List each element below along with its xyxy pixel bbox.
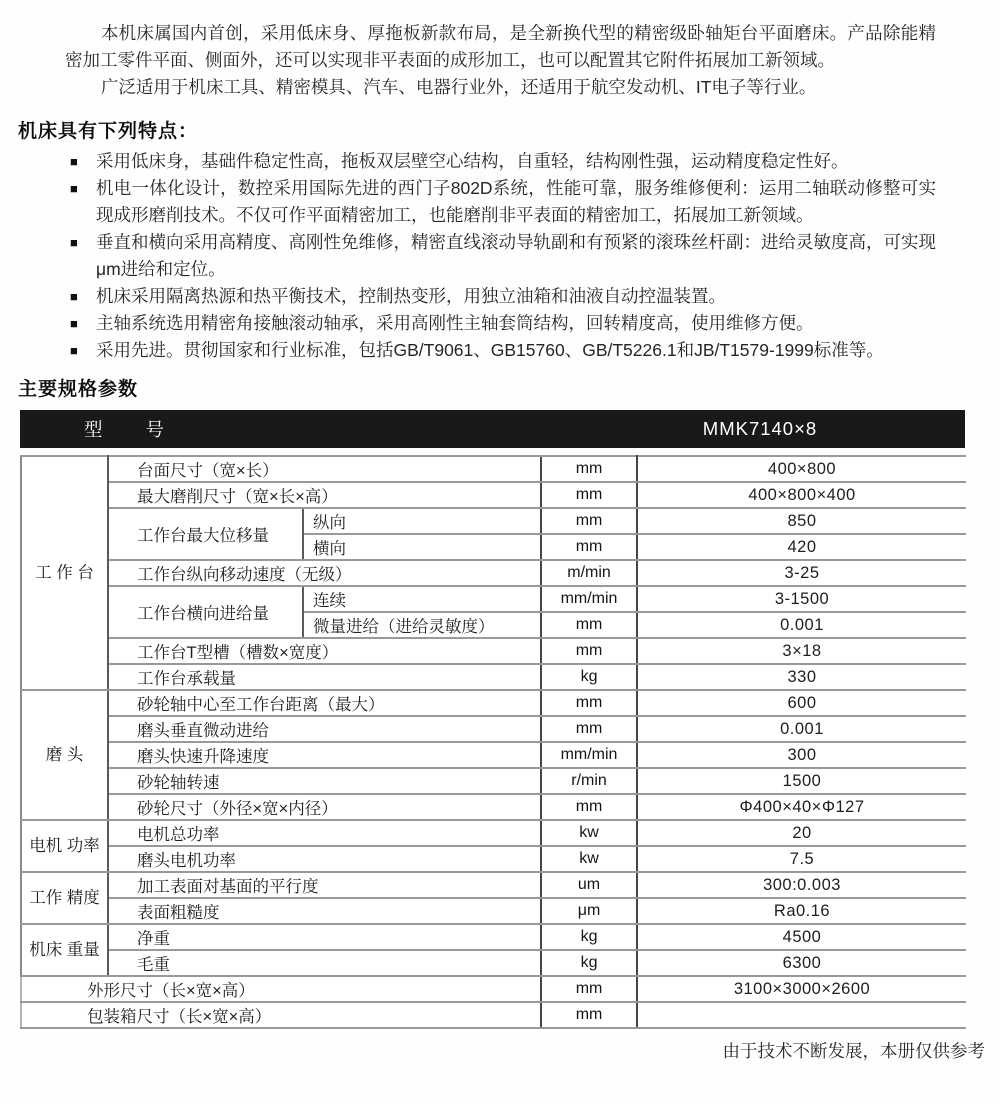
value-cell: 300 [637, 742, 966, 768]
param-cell: 砂轮轴转速 [108, 768, 541, 794]
value-cell: 300:0.003 [637, 872, 966, 898]
group-label-grinding-head: 磨 头 [21, 690, 108, 820]
feature-item [70, 175, 936, 229]
feature-text: 机床采用隔离热源和热平衡技术，控制热变形，用独立油箱和油液自动控温装置。 [96, 286, 726, 306]
feature-item [70, 337, 936, 364]
unit-cell: m/min [541, 560, 637, 586]
table-row [21, 560, 966, 586]
feature-text: 主轴系统选用精密角接触滚动轴承，采用高刚性主轴套筒结构，回转精度高，使用维修方便。 [96, 313, 814, 333]
features-heading: 机床具有下列特点： [18, 121, 199, 142]
value-cell: 600 [637, 690, 966, 716]
param-cell: 磨头快速升降速度 [108, 742, 541, 768]
param-cell: 工作台承载量 [108, 664, 541, 690]
unit-cell: mm [541, 638, 637, 664]
bullet-square-icon: ■ [70, 343, 78, 358]
table-row [21, 638, 966, 664]
value-cell: 400×800 [637, 456, 966, 482]
param-cell: 加工表面对基面的平行度 [108, 872, 541, 898]
table-row [21, 820, 966, 846]
feature-item [70, 283, 936, 310]
bullet-square-icon: ■ [70, 316, 78, 331]
unit-cell: mm [541, 482, 637, 508]
specs-table-wrap [20, 455, 1000, 1029]
table-row [21, 690, 966, 716]
table-row [21, 482, 966, 508]
intro-section [0, 0, 1000, 101]
unit-cell: mm [541, 508, 637, 534]
unit-cell: kg [541, 664, 637, 690]
value-cell: 0.001 [637, 612, 966, 638]
unit-cell: kw [541, 846, 637, 872]
table-row [21, 872, 966, 898]
group-label-work-accuracy: 工作 精度 [21, 872, 108, 924]
unit-cell: mm [541, 456, 637, 482]
subparam-cell: 微量进给（进给灵敏度） [303, 612, 541, 638]
feature-text: 采用先进。贯彻国家和行业标准，包括GB/T9061、GB15760、GB/T5226.1和JB/T1579-1999标准等。 [96, 340, 884, 360]
param-cell: 外形尺寸（长×宽×高） [21, 976, 541, 1002]
bullet-square-icon: ■ [70, 154, 78, 169]
unit-cell: mm [541, 794, 637, 820]
subparam-cell: 连续 [303, 586, 541, 612]
unit-cell: kg [541, 924, 637, 950]
unit-cell: mm [541, 1002, 637, 1028]
table-row [21, 924, 966, 950]
param-cell: 砂轮轴中心至工作台距离（最大） [108, 690, 541, 716]
value-cell: 4500 [637, 924, 966, 950]
unit-cell: mm [541, 716, 637, 742]
model-header-bar [20, 410, 965, 448]
bullet-square-icon: ■ [70, 235, 78, 250]
value-cell: 3100×3000×2600 [637, 976, 966, 1002]
features-list [70, 148, 936, 364]
group-label-motor-power: 电机 功率 [21, 820, 108, 872]
feature-item [70, 310, 936, 337]
value-cell: 330 [637, 664, 966, 690]
intro-paragraph-2: 广泛适用于机床工具、精密模具、汽车、电器行业外，还适用于航空发动机、IT电子等行业。 [100, 77, 817, 97]
table-row [21, 456, 966, 482]
feature-text: 机电一体化设计，数控采用国际先进的西门子802D系统，性能可靠，服务维修便利：运用二轴联动修整可实现成形磨削技术。不仅可作平面精密加工，也能磨削非平表面的精密加工，拓展加工新领域。 [96, 178, 936, 225]
feature-item [70, 148, 936, 175]
unit-cell: mm [541, 690, 637, 716]
model-value: MMK7140×8 [702, 418, 818, 439]
footer-note: 由于技术不断发展，本册仅供参考 [722, 1041, 985, 1061]
unit-cell: μm [541, 898, 637, 924]
unit-cell: mm [541, 534, 637, 560]
table-row [21, 950, 966, 976]
param-cell: 工作台横向进给量 [108, 586, 303, 638]
specs-heading: 主要规格参数 [18, 379, 139, 400]
param-cell: 磨头垂直微动进给 [108, 716, 541, 742]
table-row [21, 1002, 966, 1028]
value-cell: 1500 [637, 768, 966, 794]
group-label-worktable: 工 作 台 [21, 456, 108, 690]
subparam-cell: 纵向 [303, 508, 541, 534]
intro-paragraph-1: 本机床属国内首创，采用低床身、厚拖板新款布局，是全新换代型的精密级卧轴矩台平面磨床。产品除能精密加工零件平面、侧面外，还可以实现非平表面的成形加工，也可以配置其它附件拓展加工新领域。 [65, 23, 936, 70]
table-row [21, 508, 966, 534]
table-row [21, 768, 966, 794]
table-row [21, 742, 966, 768]
param-cell: 最大磨削尺寸（宽×长×高） [108, 482, 541, 508]
param-cell: 工作台纵向移动速度（无级） [108, 560, 541, 586]
table-row [21, 976, 966, 1002]
subparam-cell: 横向 [303, 534, 541, 560]
unit-cell: kw [541, 820, 637, 846]
param-cell: 工作台最大位移量 [108, 508, 303, 560]
param-cell: 净重 [108, 924, 541, 950]
value-cell: 400×800×400 [637, 482, 966, 508]
value-cell: 3×18 [637, 638, 966, 664]
value-cell: 3-1500 [637, 586, 966, 612]
param-cell: 表面粗糙度 [108, 898, 541, 924]
table-row [21, 794, 966, 820]
unit-cell: mm [541, 612, 637, 638]
param-cell: 包装箱尺寸（长×宽×高） [21, 1002, 541, 1028]
param-cell: 毛重 [108, 950, 541, 976]
param-cell: 工作台T型槽（槽数×宽度） [108, 638, 541, 664]
table-row [21, 898, 966, 924]
value-cell [637, 1002, 966, 1028]
feature-text: 垂直和横向采用高精度、高刚性免维修，精密直线滚动导轨副和有预紧的滚珠丝杆副：进给灵敏度高，可实现μm进给和定位。 [96, 232, 936, 279]
value-cell: 6300 [637, 950, 966, 976]
value-cell: 420 [637, 534, 966, 560]
value-cell: 850 [637, 508, 966, 534]
value-cell: 20 [637, 820, 966, 846]
unit-cell: um [541, 872, 637, 898]
unit-cell: kg [541, 950, 637, 976]
value-cell: Φ400×40×Φ127 [637, 794, 966, 820]
unit-cell: mm/min [541, 586, 637, 612]
table-row [21, 586, 966, 612]
bullet-square-icon: ■ [70, 181, 78, 196]
feature-item [70, 229, 936, 283]
value-cell: 3-25 [637, 560, 966, 586]
value-cell: 7.5 [637, 846, 966, 872]
group-label-machine-weight: 机床 重量 [21, 924, 108, 976]
param-cell: 磨头电机功率 [108, 846, 541, 872]
value-cell: 0.001 [637, 716, 966, 742]
bullet-square-icon: ■ [70, 289, 78, 304]
model-label: 型 号 [84, 419, 167, 440]
unit-cell: r/min [541, 768, 637, 794]
param-cell: 台面尺寸（宽×长） [108, 456, 541, 482]
param-cell: 电机总功率 [108, 820, 541, 846]
table-row [21, 846, 966, 872]
value-cell: Ra0.16 [637, 898, 966, 924]
unit-cell: mm/min [541, 742, 637, 768]
unit-cell: mm [541, 976, 637, 1002]
table-row [21, 664, 966, 690]
specs-table [20, 455, 966, 1029]
feature-text: 采用低床身，基础件稳定性高，拖板双层壁空心结构，自重轻，结构刚性强，运动精度稳定性好。 [96, 151, 849, 171]
table-row [21, 716, 966, 742]
param-cell: 砂轮尺寸（外径×宽×内径） [108, 794, 541, 820]
